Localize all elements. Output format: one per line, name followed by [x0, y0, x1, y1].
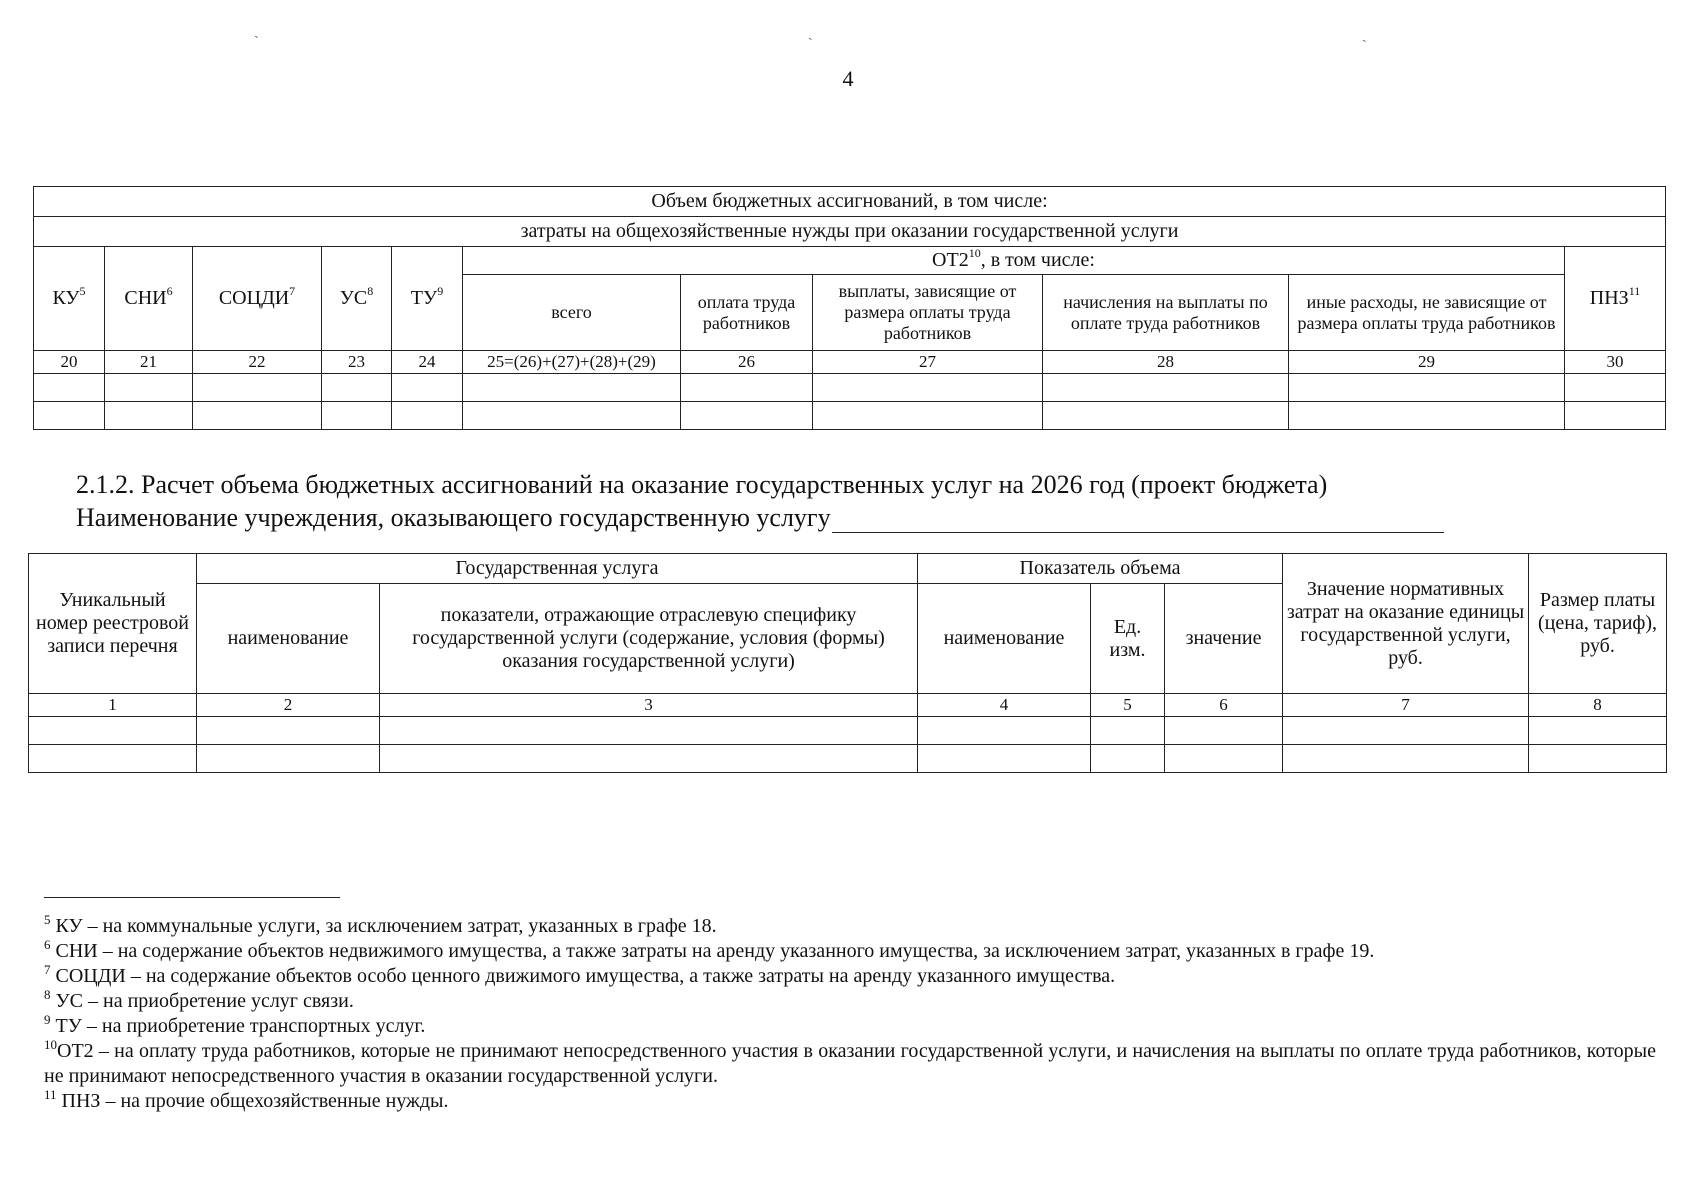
column-number: 29: [1289, 351, 1565, 374]
col-volume-name: наименование: [918, 584, 1091, 694]
col-ot2-other: иные расходы, не зависящие от размера оплаты труда работников: [1289, 275, 1565, 351]
col-pnz: ПНЗ$^{11}$: [1565, 247, 1666, 351]
column-number: 24: [392, 351, 463, 374]
column-number: 3: [380, 694, 918, 717]
footnote-separator: [44, 897, 340, 898]
column-number: 26: [681, 351, 813, 374]
footnote: $^5$ КУ – на коммунальные услуги, за исключением затрат, указанных в графе 18.: [44, 912, 717, 937]
col-ot2-group: $ОТ2^{10}$, в том числе:: [463, 247, 1565, 275]
org-name-line: [76, 503, 1444, 533]
scan-mark: ˏ: [254, 24, 259, 39]
col-ot2-payments: выплаты, зависящие от размера оплаты труда работников: [813, 275, 1043, 351]
table1-header-main: Объем бюджетных ассигнований, в том числе:: [34, 187, 1666, 217]
col-service-name: наименование: [197, 584, 380, 694]
table-row: [34, 374, 1666, 402]
footnote: $^{11}$ ПНЗ – на прочие общехозяйственные нужды.: [44, 1087, 449, 1112]
col-volume-group: Показатель объема: [918, 554, 1283, 584]
col-socdi: СОЦДИ$^7$: [193, 247, 322, 351]
footnote: $^6$ СНИ – на содержание объектов недвижимого имущества, а также затраты на аренду указанного имущества, за исключением затрат, указанных в графе 19.: [44, 937, 1375, 962]
column-number: 20: [34, 351, 105, 374]
table1-header-sub: затраты на общехозяйственные нужды при оказании государственной услуги: [34, 217, 1666, 247]
column-number: 6: [1165, 694, 1283, 717]
col-ot2-pay: оплата труда работников: [681, 275, 813, 351]
col-unique-number: Уникальный номер реестровой записи перечня: [29, 554, 197, 694]
table-row: [29, 745, 1667, 773]
col-ot2-accruals: начисления на выплаты по оплате труда работников: [1043, 275, 1289, 351]
footnote: $^7$ СОЦДИ – на содержание объектов особо ценного движимого имущества, а также затраты на аренду указанного имущества.: [44, 962, 1116, 987]
column-number: 23: [322, 351, 392, 374]
col-unit: Ед. изм.: [1091, 584, 1165, 694]
column-number: 2: [197, 694, 380, 717]
footnote: $^{10}$ОТ2 – на оплату труда работников, которые не принимают непосредственного участия в оказании государственной услуги, и начисления на выплаты по оплате труда работников, которые не принимают непосредственного участия в оказании государственной услуги.: [44, 1037, 1656, 1087]
col-fee: Размер платы (цена, тариф), руб.: [1529, 554, 1667, 694]
page-number: 4: [842, 66, 854, 91]
column-number: 27: [813, 351, 1043, 374]
column-number: 4: [918, 694, 1091, 717]
service-calc-table: [28, 553, 1667, 773]
column-number: 22: [193, 351, 322, 374]
section-title: 2.1.2. Расчет объема бюджетных ассигнований на оказание государственных услуг на 2026 год (проект бюджета): [76, 470, 1328, 499]
footnote: $^8$ УС – на приобретение услуг связи.: [44, 987, 354, 1012]
org-name-label: Наименование учреждения, оказывающего государственную услугу: [76, 503, 831, 532]
table-row: [34, 402, 1666, 430]
budget-allocations-table: [33, 186, 1666, 430]
col-normative-costs: Значение нормативных затрат на оказание единицы государственной услуги, руб.: [1283, 554, 1529, 694]
col-us: $УС^8$: [322, 247, 392, 351]
scan-mark: ˏ: [1362, 28, 1367, 43]
col-service-group: Государственная услуга: [197, 554, 918, 584]
column-number: 8: [1529, 694, 1667, 717]
col-service-indicators: показатели, отражающие отраслевую специфику государственной услуги (содержание, условия (формы) оказания государственной услуги): [380, 584, 918, 694]
column-number: 28: [1043, 351, 1289, 374]
column-number: 5: [1091, 694, 1165, 717]
column-number: 1: [29, 694, 197, 717]
col-ku: $КУ^5$: [34, 247, 105, 351]
table-row: [29, 717, 1667, 745]
column-number: 30: [1565, 351, 1666, 374]
col-value: значение: [1165, 584, 1283, 694]
col-ot2-total: всего: [463, 275, 681, 351]
org-name-blank: [832, 504, 1444, 533]
footnote: $^9$ ТУ – на приобретение транспортных услуг.: [44, 1012, 426, 1037]
column-number: 7: [1283, 694, 1529, 717]
footnotes: [44, 914, 1656, 1114]
column-number: 21: [105, 351, 193, 374]
col-sni: СНИ$^6$: [105, 247, 193, 351]
scan-mark: ˏ: [808, 26, 813, 41]
col-tu: $ТУ^9$: [392, 247, 463, 351]
column-number: 25=(26)+(27)+(28)+(29): [463, 351, 681, 374]
